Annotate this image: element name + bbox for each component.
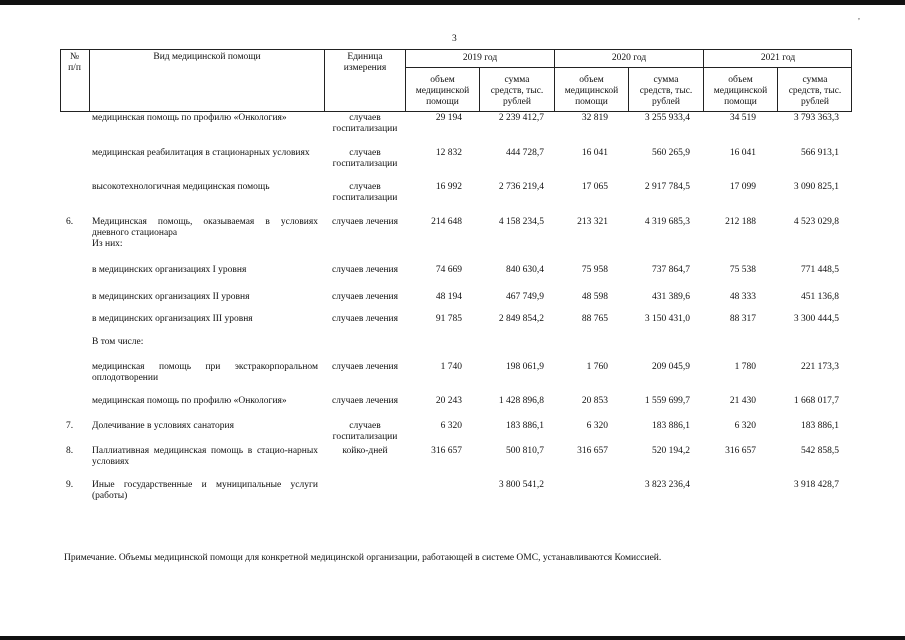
row-value: 6 320 [734, 421, 756, 431]
row-value: 2 917 784,5 [644, 182, 690, 192]
row-value: 3 800 541,2 [498, 480, 544, 490]
row-number: 7. [66, 421, 74, 431]
row-value: 566 913,1 [801, 148, 839, 158]
table-header [60, 49, 852, 112]
row-number: 8. [66, 446, 74, 456]
row-value: 74 669 [435, 265, 462, 275]
row-value: 16 992 [435, 182, 462, 192]
row-unit: койко-дней [342, 446, 388, 456]
col-type-header: Вид медицинской помощи [153, 52, 261, 62]
row-unit: случаев госпитализации [332, 182, 398, 203]
row-value: 2 736 219,4 [498, 182, 544, 192]
row-value: 451 136,8 [801, 292, 839, 302]
row-value: 520 194,2 [652, 446, 690, 456]
row-value: 16 041 [729, 148, 756, 158]
row-unit: случаев лечения [331, 292, 399, 302]
row-value: 3 090 825,1 [793, 182, 839, 192]
row-value: 75 958 [581, 265, 608, 275]
row-value: 88 765 [581, 314, 608, 324]
footnote: Примечание. Объемы медицинской помощи для конкретной медицинской организации, работающей в системе ОМС, устанавливаются Комиссией. [64, 553, 662, 563]
row-value: 3 255 933,4 [644, 113, 690, 123]
row-unit: случаев госпитализации [332, 421, 398, 442]
row-value: 1 559 699,7 [644, 396, 690, 406]
col-unit-header: Единица измерения [343, 52, 387, 73]
row-value: 500 810,7 [506, 446, 544, 456]
row-name: медицинская помощь по профилю «Онкология» [92, 113, 287, 123]
row-unit: случаев госпитализации [332, 148, 398, 169]
row-value: 48 598 [581, 292, 608, 302]
row-value: 737 864,7 [652, 265, 690, 275]
row-unit: случаев госпитализации [332, 113, 398, 134]
row-name: медицинская помощь при экстракорпоральном оплодотворении [92, 362, 318, 383]
row-value: 316 657 [577, 446, 608, 456]
sub-volume-header: объем медицинской помощи [415, 75, 470, 107]
row-name: Паллиативная медицинская помощь в стацио-нарных условиях [92, 446, 318, 467]
row-value: 198 061,9 [506, 362, 544, 372]
row-value: 6 320 [440, 421, 462, 431]
row-value: 840 630,4 [506, 265, 544, 275]
row-value: 21 430 [729, 396, 756, 406]
row-value: 75 538 [729, 265, 756, 275]
row-value: 209 045,9 [652, 362, 690, 372]
row-value: 20 243 [435, 396, 462, 406]
row-number: 6. [66, 217, 74, 227]
row-value: 1 760 [586, 362, 608, 372]
year-2020-header: 2020 год [611, 53, 647, 63]
row-value: 221 173,3 [801, 362, 839, 372]
row-value: 467 749,9 [506, 292, 544, 302]
top-scan-border [0, 0, 905, 5]
row-value: 3 823 236,4 [644, 480, 690, 490]
row-number: 9. [66, 480, 74, 490]
row-unit: случаев лечения [331, 396, 399, 406]
row-name: медицинская помощь по профилю «Онкология» [92, 396, 287, 406]
row-value: 48 194 [435, 292, 462, 302]
row-value: 3 793 363,3 [793, 113, 839, 123]
row-value: 1 780 [734, 362, 756, 372]
row-value: 4 523 029,8 [793, 217, 839, 227]
row-value: 3 300 444,5 [793, 314, 839, 324]
row-value: 212 188 [725, 217, 756, 227]
row-value: 431 389,6 [652, 292, 690, 302]
row-value: 29 194 [435, 113, 462, 123]
row-name: в медицинских организациях II уровня [92, 292, 250, 302]
row-name: Медицинская помощь, оказываемая в условиях дневного стационара Из них: [92, 217, 318, 249]
row-unit: случаев лечения [331, 265, 399, 275]
sub-volume-header: объем медицинской помощи [564, 75, 619, 107]
row-value: 316 657 [725, 446, 756, 456]
col-num-header: № п/п [68, 52, 81, 73]
row-value: 183 886,1 [652, 421, 690, 431]
row-unit: случаев лечения [331, 362, 399, 372]
row-value: 444 728,7 [506, 148, 544, 158]
row-value: 12 832 [435, 148, 462, 158]
row-name: Долечивание в условиях санатория [92, 421, 234, 431]
year-2021-header: 2021 год [760, 53, 796, 63]
page-number: 3 [452, 34, 457, 44]
row-value: 213 321 [577, 217, 608, 227]
row-value: 4 158 234,5 [498, 217, 544, 227]
sub-sum-header: сумма средств, тыс. рублей [788, 75, 842, 107]
row-name: в медицинских организациях III уровня [92, 314, 253, 324]
row-value: 17 065 [581, 182, 608, 192]
sub-volume-header: объем медицинской помощи [713, 75, 768, 107]
row-value: 17 099 [729, 182, 756, 192]
row-name: Иные государственные и муниципальные услуги (работы) [92, 480, 318, 501]
row-value: 2 239 412,7 [498, 113, 544, 123]
row-name: медицинская реабилитация в стационарных условиях [92, 148, 310, 158]
row-value: 2 849 854,2 [498, 314, 544, 324]
row-value: 88 317 [729, 314, 756, 324]
row-value: 48 333 [729, 292, 756, 302]
row-value: 16 041 [581, 148, 608, 158]
row-name: высокотехнологичная медицинская помощь [92, 182, 270, 192]
row-value: 1 740 [440, 362, 462, 372]
row-value: 1 428 896,8 [498, 396, 544, 406]
row-value: 3 150 431,0 [644, 314, 690, 324]
row-value: 316 657 [431, 446, 462, 456]
sub-sum-header: сумма средств, тыс. рублей [639, 75, 693, 107]
row-value: 4 319 685,3 [644, 217, 690, 227]
row-value: 771 448,5 [801, 265, 839, 275]
row-value: 1 668 017,7 [793, 396, 839, 406]
sub-sum-header: сумма средств, тыс. рублей [490, 75, 544, 107]
year-2019-header: 2019 год [462, 53, 498, 63]
row-value: 542 858,5 [801, 446, 839, 456]
row-value: 183 886,1 [506, 421, 544, 431]
row-value: 214 648 [431, 217, 462, 227]
row-name: в медицинских организациях I уровня [92, 265, 247, 275]
row-value: 20 853 [581, 396, 608, 406]
scan-mark: , [858, 12, 860, 21]
row-unit: случаев лечения [331, 314, 399, 324]
row-value: 6 320 [586, 421, 608, 431]
row-unit: случаев лечения [331, 217, 399, 227]
row-value: 560 265,9 [652, 148, 690, 158]
row-value: 3 918 428,7 [793, 480, 839, 490]
row-value: 34 519 [729, 113, 756, 123]
row-name: В том числе: [92, 337, 144, 347]
row-value: 32 819 [581, 113, 608, 123]
row-value: 91 785 [435, 314, 462, 324]
row-value: 183 886,1 [801, 421, 839, 431]
bottom-scan-border [0, 636, 905, 640]
